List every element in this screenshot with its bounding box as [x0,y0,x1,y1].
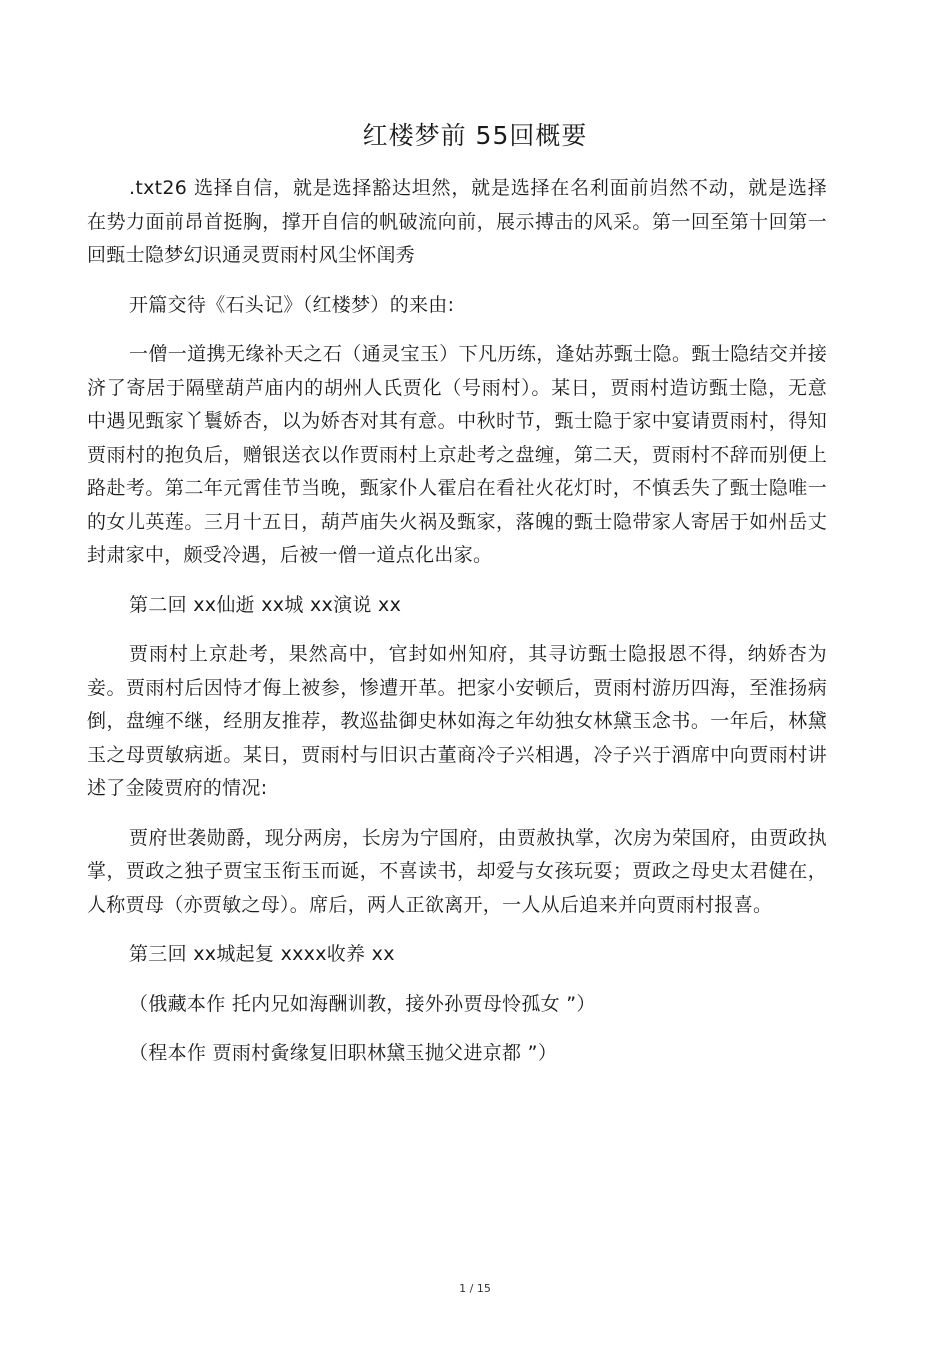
chapter-2-heading: 第二回 xx仙逝 xx城 xx演说 xx [129,593,402,616]
paragraph-chapter-1-summary: 一僧一道携无缘补天之石（通灵宝玉）下凡历练，逢姑苏甄士隐。甄士隐结交并接济了寄居于隔壁葫芦庙内的胡州人氏贾化（号雨村）。某日，贾雨村造访甄士隐，无意中遇见甄家丫鬟娇杏，以为娇杏对其有意。中秋时节，甄士隐于家中宴请贾雨村，得知贾雨村的抱负后，赠银送衣以作贾雨村上京赴考之盘缠，第二天，贾雨村不辞而别便上路赴考。第二年元霄佳节当晚，甄家仆人霍启在看社火花灯时，不慎丢失了甄士隐唯一的女儿英莲。三月十五日，葫芦庙失火祸及甄家，落魄的甄士隐带家人寄居于如州岳丈封肃家中，颇受冷遇，后被一僧一道点化出家。 [87,343,827,566]
paragraph-intro: .txt26 选择自信，就是选择豁达坦然，就是选择在名利面前岿然不动，就是选择在势力面前昂首挺胸，撑开自信的帆破流向前，展示搏击的风采。第一回至第十回第一回甄士隐梦幻识通灵贾雨村风尘怀闺秀 [87,177,827,266]
document-title: 红楼梦前 55回概要 [362,121,588,150]
chapter-3-variant-russian: （俄藏本作 托内兄如海酬训教，接外孙贾母怜孤女 ”） [129,992,596,1015]
paragraph-origin-heading: 开篇交待《石头记》（红楼梦）的来由: [129,293,455,316]
chapter-3-heading: 第三回 xx城起复 xxxx收养 xx [129,943,395,965]
chapter-3-variant-cheng: （程本作 贾雨村夤缘复旧职林黛玉抛父进京都 ”） [129,1042,558,1064]
page-indicator: 1 / 15 [459,1282,491,1295]
paragraph-jia-family: 贾府世袭勋爵，现分两房，长房为宁国府，由贾赦执掌，次房为荣国府，由贾政执掌，贾政之独子贾宝玉衔玉而诞，不喜读书，却爱与女孩玩耍；贾政之母史太君健在，人称贾母（亦贾敏之母）。席后，两人正欲离开，一人从后追来并向贾雨村报喜。 [87,826,827,916]
document-body [87,172,827,1087]
paragraph-chapter-2-summary: 贾雨村上京赴考，果然高中，官封如州知府，其寻访甄士隐报恩不得，纳娇杏为妾。贾雨村后因恃才侮上被参，惨遭开革。把家小安顿后，贾雨村游历四海，至淮扬病倒，盘缠不继，经朋友推荐，教巡盐御史林如海之年幼独女林黛玉念书。一年后，林黛玉之母贾敏病逝。某日，贾雨村与旧识古董商冷子兴相遇，冷子兴于酒席中向贾雨村讲述了金陵贾府的情况: [87,643,827,799]
